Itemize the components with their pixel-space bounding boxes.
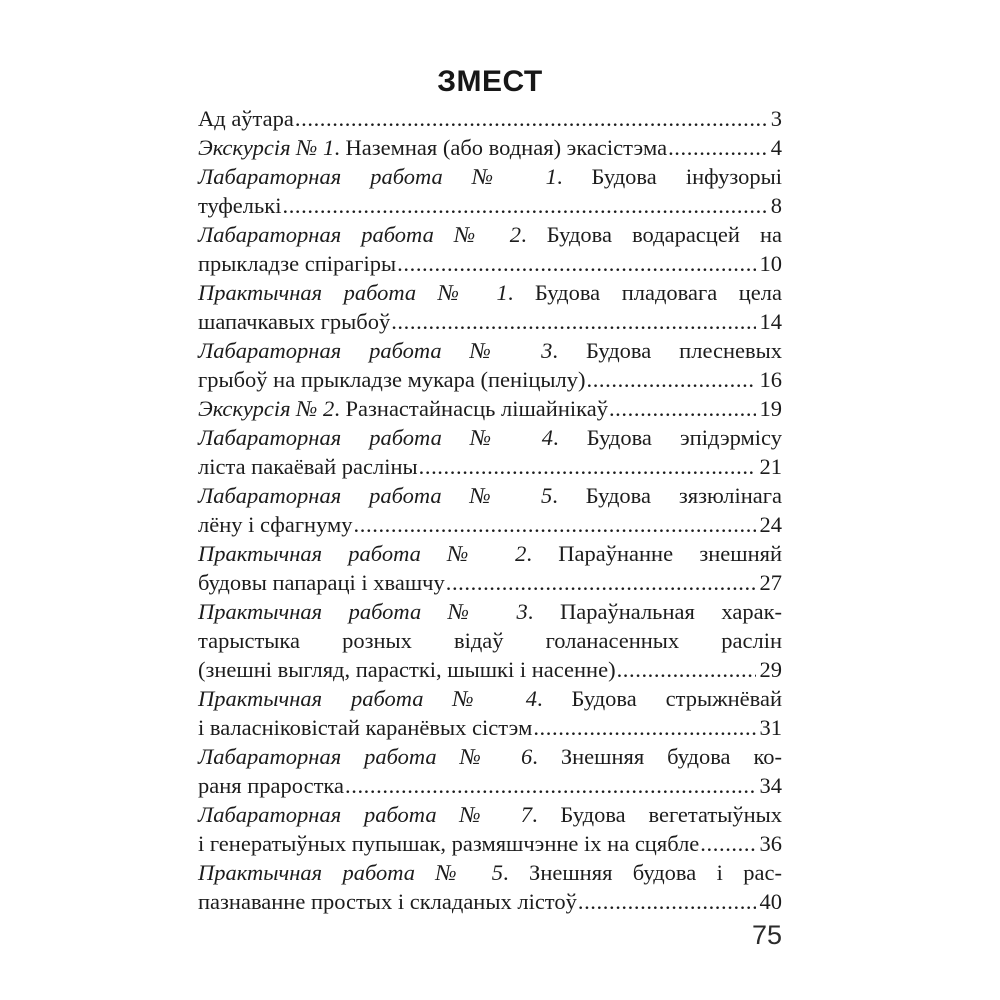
toc-leader-dots	[396, 249, 755, 278]
toc-page-number: 3	[770, 106, 782, 131]
toc-line	[198, 423, 782, 452]
toc-page-number: 21	[759, 454, 782, 479]
toc-entry-text: Лабараторная работа № 3. Будова плесневых	[198, 338, 782, 363]
toc-entry-text: лёну і сфагнуму	[198, 512, 353, 537]
toc-page-number: 36	[759, 831, 782, 856]
toc-entry-label: Экскурсія № 1	[198, 135, 335, 160]
toc-entry	[198, 394, 782, 423]
toc-entry-label: Лабараторная работа № 6	[198, 744, 533, 769]
toc-entry	[198, 104, 782, 133]
toc-line	[198, 655, 782, 684]
toc-page-number: 34	[759, 773, 782, 798]
toc-line	[198, 191, 782, 220]
toc-entry-text: туфелькі	[198, 193, 282, 218]
toc-entry-text: Лабараторная работа № 5. Будова зязюлінага	[198, 483, 782, 508]
toc-entry	[198, 858, 782, 916]
toc-entry-label: Лабараторная работа № 7	[198, 802, 532, 827]
toc-entry	[198, 336, 782, 394]
toc-list	[198, 104, 782, 916]
page-content	[198, 66, 782, 949]
toc-entry-label: Практычная работа № 3	[198, 599, 528, 624]
toc-line	[198, 771, 782, 800]
toc-entry-text: і валасніковістай каранёвых сістэм	[198, 715, 533, 740]
toc-entry-label: Практычная работа № 1	[198, 280, 508, 305]
toc-line	[198, 742, 782, 771]
toc-leader-dots	[294, 104, 767, 133]
toc-line	[198, 162, 782, 191]
toc-leader-dots	[418, 452, 756, 481]
toc-entry-text: Лабараторная работа № 7. Будова вегетатыўных	[198, 802, 782, 827]
toc-entry-text: Практычная работа № 3. Параўнальная харак-	[198, 599, 783, 624]
toc-line	[198, 713, 782, 742]
toc-leader-dots	[667, 133, 767, 162]
toc-page-number: 40	[759, 889, 782, 914]
toc-page-number: 10	[759, 251, 782, 276]
toc-entry	[198, 597, 782, 684]
toc-line	[198, 568, 782, 597]
toc-entry-text: грыбоў на прыкладзе мукара (пеніцылу)	[198, 367, 586, 392]
toc-page-number: 24	[759, 512, 782, 537]
toc-entry-text: Лабараторная работа № 1. Будова інфузорыі	[198, 164, 782, 189]
toc-entry	[198, 133, 782, 162]
toc-entry-text: і генератыўных пупышак, размяшчэнне іх на сцябле	[198, 831, 700, 856]
folio-page-number: 75	[751, 920, 782, 950]
toc-leader-dots	[608, 394, 756, 423]
toc-leader-dots	[344, 771, 756, 800]
toc-page-number: 4	[770, 135, 782, 160]
toc-leader-dots	[445, 568, 756, 597]
toc-entry-text: Практычная работа № 5. Знешняя будова і рас-	[198, 860, 782, 885]
toc-entry-text: будовы папараці і хвашчу	[198, 570, 445, 595]
toc-entry-text: шапачкавых грыбоў	[198, 309, 391, 334]
toc-line	[198, 278, 782, 307]
toc-entry	[198, 800, 782, 858]
toc-entry-label: Лабараторная работа № 3	[198, 338, 553, 363]
toc-line	[198, 365, 782, 394]
toc-line	[198, 800, 782, 829]
toc-entry-text: Экскурсія № 2. Разнастайнасць лішайнікаў	[198, 396, 608, 421]
toc-line	[198, 307, 782, 336]
toc-leader-dots	[532, 713, 755, 742]
toc-entry-text: ліста пакаёвай расліны	[198, 454, 418, 479]
toc-entry-label: Практычная работа № 2	[198, 541, 527, 566]
toc-entry-text: Практычная работа № 1. Будова пладовага цела	[198, 280, 782, 305]
toc-line	[198, 829, 782, 858]
toc-entry	[198, 278, 782, 336]
page-title: ЗМЕСТ	[437, 65, 543, 98]
toc-entry	[198, 742, 782, 800]
toc-line	[198, 336, 782, 365]
toc-entry-label: Лабараторная работа № 4	[198, 425, 553, 450]
toc-entry-label: Лабараторная работа № 2	[198, 222, 522, 247]
toc-line	[198, 220, 782, 249]
toc-leader-dots	[390, 307, 755, 336]
toc-line	[198, 626, 782, 655]
toc-leader-dots	[577, 887, 756, 916]
toc-entry-text: Практычная работа № 2. Параўнанне знешняй	[198, 541, 782, 566]
toc-entry-label: Лабараторная работа № 1	[198, 164, 557, 189]
toc-entry	[198, 684, 782, 742]
toc-line	[198, 133, 782, 162]
toc-entry-text: тарыстыка розных відаў голанасенных раслін	[198, 628, 782, 653]
toc-line	[198, 539, 782, 568]
toc-entry-label: Экскурсія № 2	[198, 396, 335, 421]
toc-entry-text: прыкладзе спірагіры	[198, 251, 397, 276]
toc-line	[198, 887, 782, 916]
toc-line	[198, 858, 782, 887]
toc-line	[198, 249, 782, 278]
toc-line	[198, 510, 782, 539]
toc-leader-dots	[585, 365, 755, 394]
toc-entry	[198, 423, 782, 481]
toc-entry-text: Экскурсія № 1. Наземная (або водная) экасістэма	[198, 135, 668, 160]
toc-line	[198, 394, 782, 423]
toc-entry-text: Практычная работа № 4. Будова стрыжнёвай	[198, 686, 783, 711]
toc-leader-dots	[281, 191, 766, 220]
toc-page-number: 29	[759, 657, 782, 682]
toc-entry-label: Практычная работа № 5	[198, 860, 504, 885]
toc-entry-text: раня праростка	[198, 773, 344, 798]
toc-page-number: 27	[759, 570, 782, 595]
toc-entry-label: Практычная работа № 4	[198, 686, 538, 711]
toc-leader-dots	[699, 829, 755, 858]
toc-entry-text: пазнаванне простых і складаных лістоў	[198, 889, 577, 914]
toc-page-number: 31	[759, 715, 782, 740]
toc-page-number: 8	[770, 193, 782, 218]
toc-line	[198, 104, 782, 133]
toc-leader-dots	[616, 655, 756, 684]
toc-page-number: 14	[759, 309, 782, 334]
toc-page-number: 19	[759, 396, 782, 421]
toc-line	[198, 452, 782, 481]
toc-entry	[198, 539, 782, 597]
toc-line	[198, 481, 782, 510]
toc-entry	[198, 481, 782, 539]
toc-entry-text: Лабараторная работа № 4. Будова эпідэрмісу	[198, 425, 782, 450]
toc-entry-text: (знешні выгляд, парасткі, шышкі і насенне)	[198, 657, 616, 682]
toc-entry	[198, 162, 782, 220]
toc-entry-text: Лабараторная работа № 6. Знешняя будова ко-	[198, 744, 782, 769]
toc-line	[198, 684, 782, 713]
toc-entry-label: Лабараторная работа № 5	[198, 483, 553, 508]
toc-leader-dots	[353, 510, 756, 539]
toc-line	[198, 597, 782, 626]
toc-entry-text: Лабараторная работа № 2. Будова водарасцей на	[198, 222, 783, 247]
toc-entry	[198, 220, 782, 278]
toc-entry-text: Ад аўтара	[198, 106, 294, 131]
toc-page-number: 16	[759, 367, 782, 392]
